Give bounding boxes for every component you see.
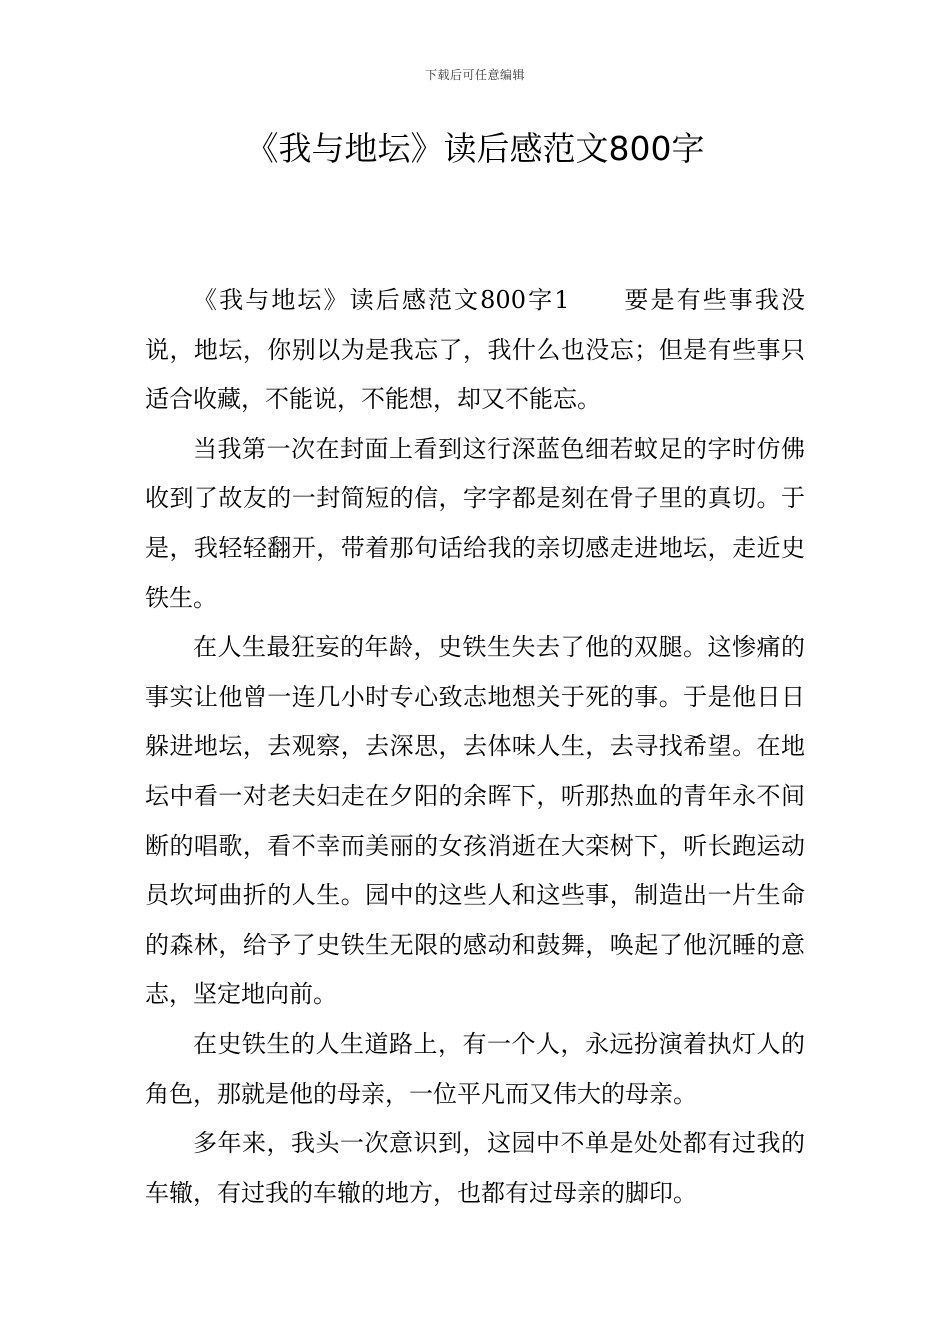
section-heading: 《我与地坛》读后感范文800字1 bbox=[193, 286, 570, 314]
paragraph-5: 多年来，我头一次意识到，这园中不单是处处都有过我的车辙，有过我的车辙的地方，也都有过母亲的脚印。 bbox=[145, 1129, 805, 1207]
header-note: 下载后可任意编辑 bbox=[424, 68, 525, 82]
paragraph-4: 在史铁生的人生道路上，有一个人，永远扮演着执灯人的角色，那就是他的母亲，一位平凡而又伟大的母亲。 bbox=[145, 1029, 805, 1108]
paragraph-2: 当我第一次在封面上看到这行深蓝色细若蚊足的字时仿佛收到了故友的一封简短的信，字字都是刻在骨子里的真切。于是，我轻轻翻开，带着那句话给我的亲切感走进地坛，走近史铁生。 bbox=[145, 434, 805, 612]
paragraph-1-text: 要是有些事我没说，地坛，你别以为是我忘了，我什么也没忘；但是有些事只适合收藏，不能说，不能想，却又不能忘。 bbox=[145, 286, 806, 414]
paragraph-1 bbox=[145, 276, 805, 425]
document-body bbox=[145, 276, 805, 1218]
document-title: 《我与地坛》读后感范文800字 bbox=[245, 129, 705, 168]
paragraph-3: 在人生最狂妄的年龄，史铁生失去了他的双腿。这惨痛的事实让他曾一连几小时专心致志地想关于死的事。于是他日日躲进地坛，去观察，去深思，去体味人生，去寻找希望。在地坛中看一对老夫妇走在夕阳的余晖下，听那热血的青年永不间断的唱歌，看不幸而美丽的女孩消逝在大栾树下，听长跑运动员坎坷曲折的人生。园中的这些人和这些事，制造出一片生命的森林，给予了史铁生无限的感动和鼓舞，唤起了他沉睡的意志，坚定地向前。 bbox=[145, 633, 805, 1009]
